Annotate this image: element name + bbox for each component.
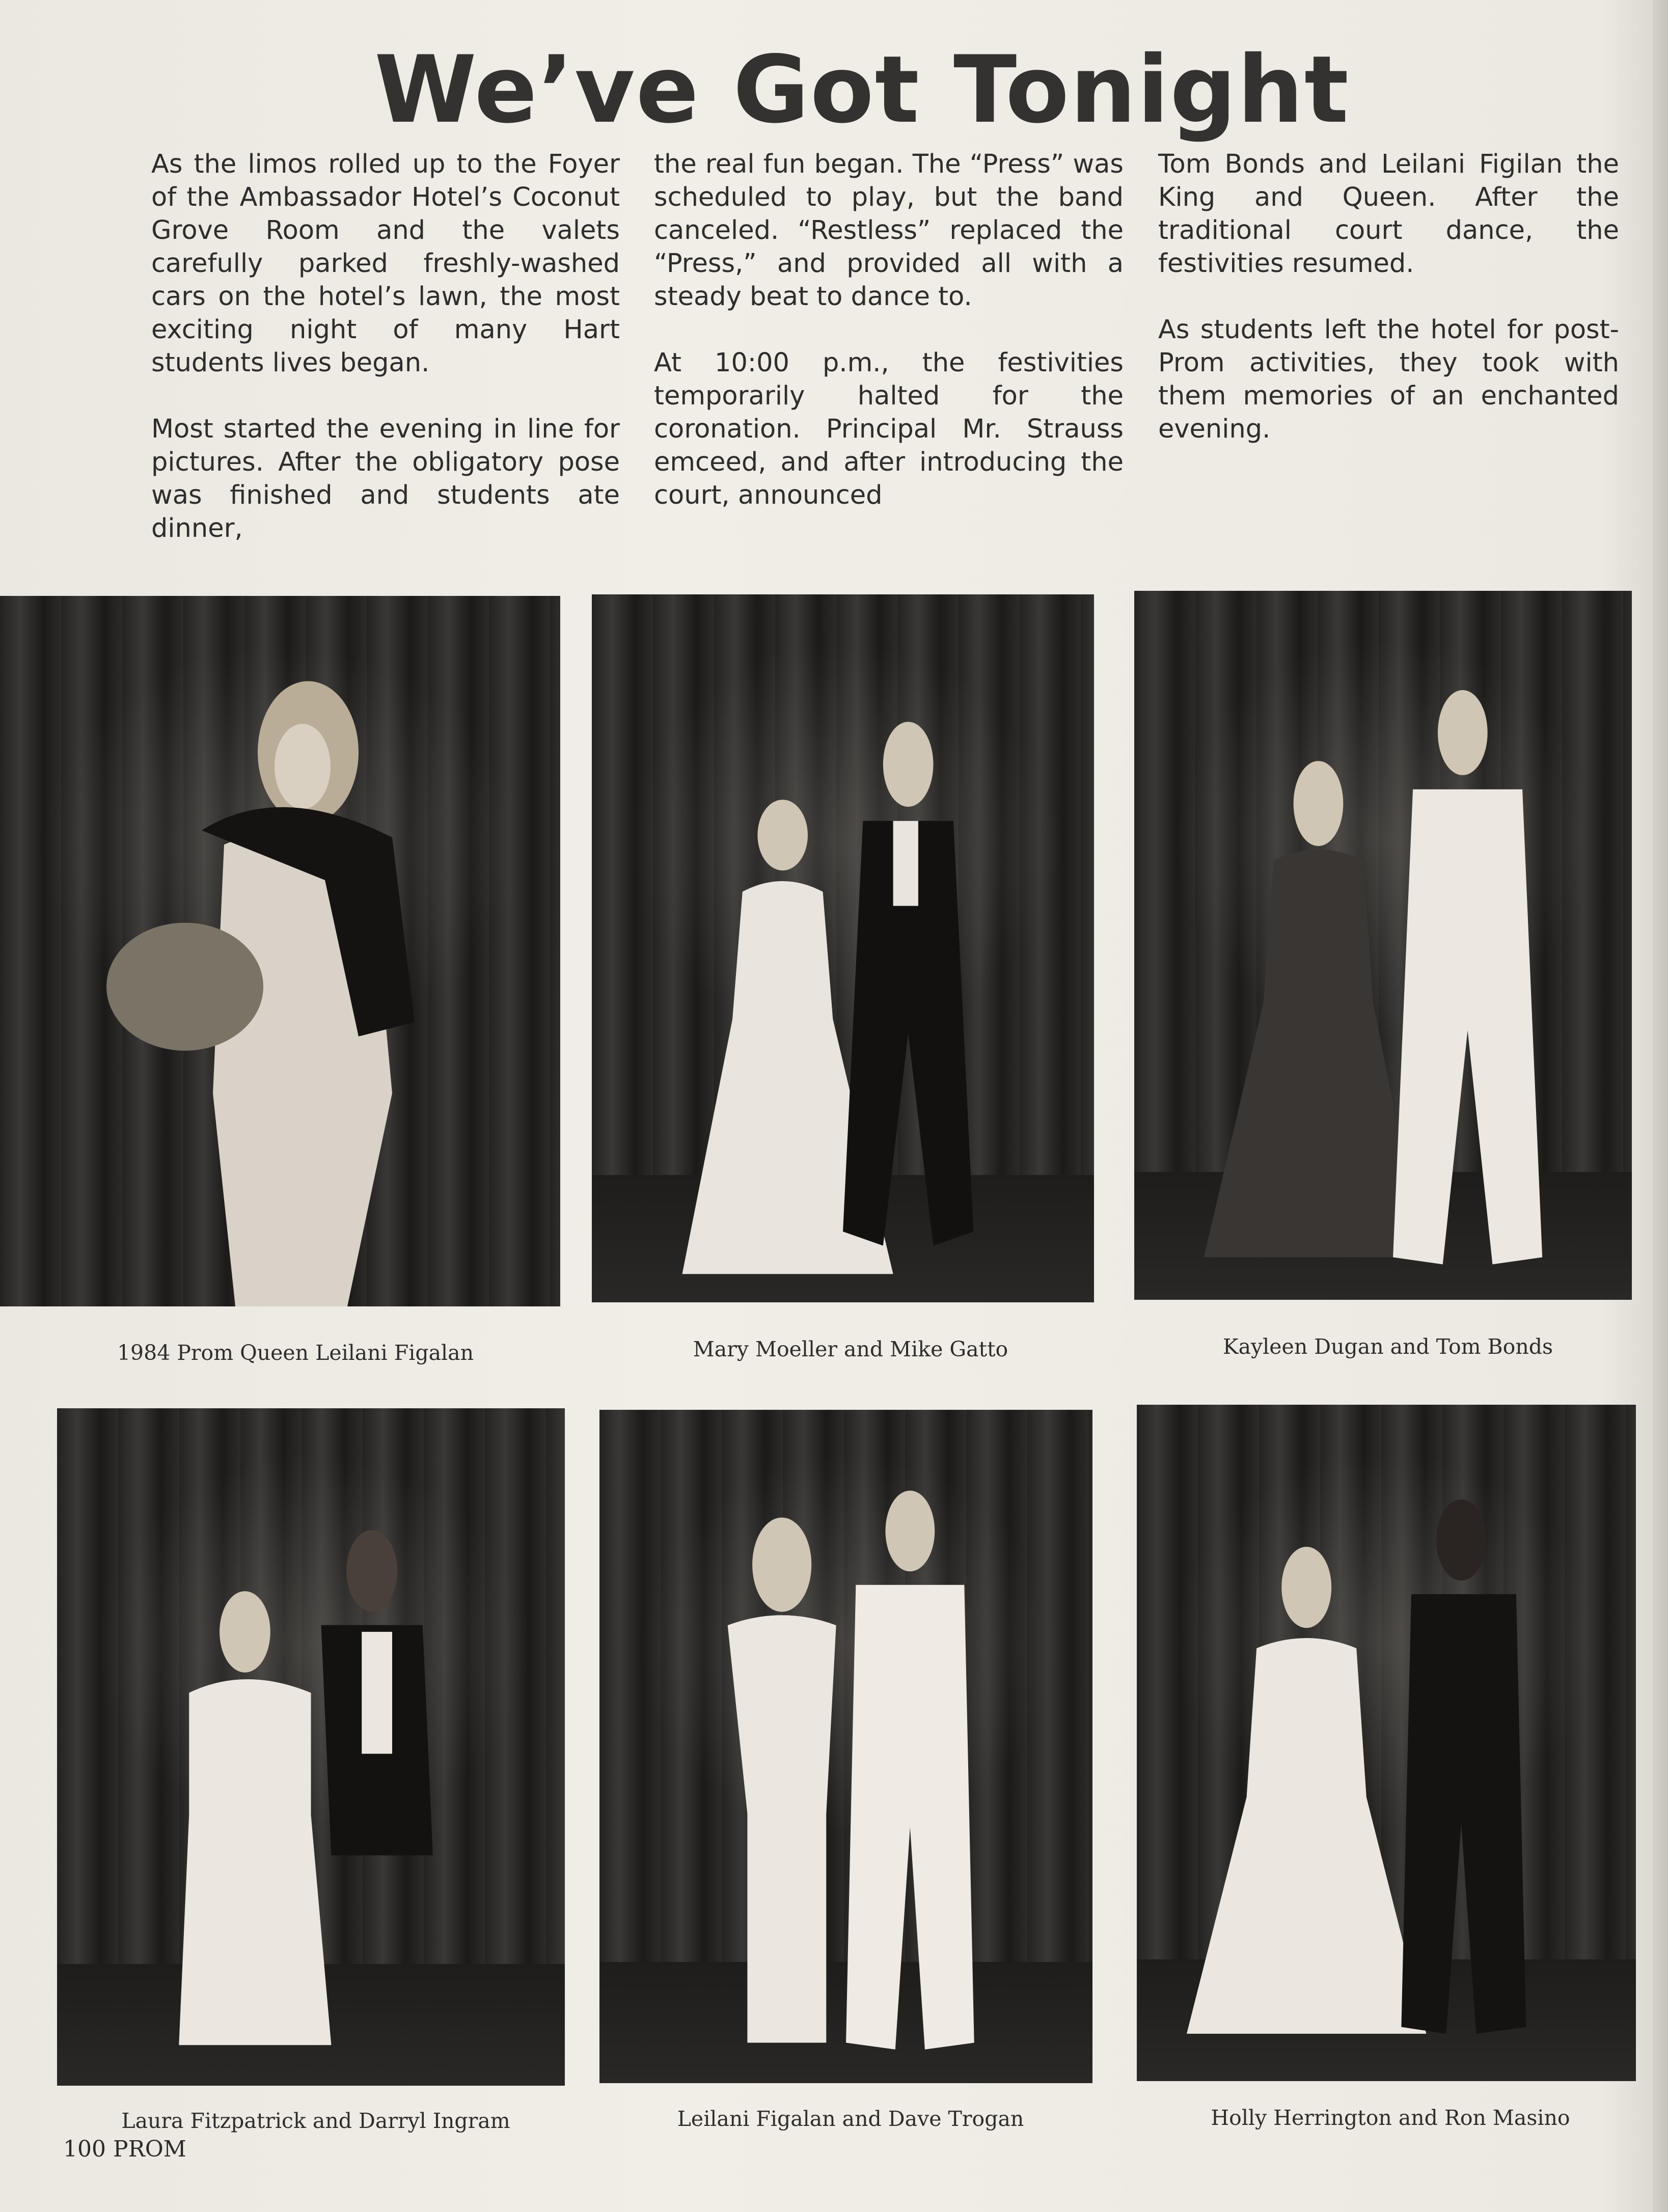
photo-figures [599, 1410, 1092, 2083]
photo-caption: Leilani Figalan and Dave Trogan [677, 2107, 1024, 2131]
photo-figures [592, 594, 1094, 1302]
page-folio: 100 PROM [63, 2136, 186, 2162]
article-column-3 [1158, 148, 1619, 479]
photo-couple-2 [1134, 591, 1632, 1300]
photo-caption: Laura Fitzpatrick and Darryl Ingram [121, 2109, 510, 2133]
photo-figures [1134, 591, 1632, 1300]
page-edge [1653, 0, 1668, 2212]
photo-couple-5 [1137, 1405, 1636, 2081]
photo-caption: Mary Moeller and Mike Gatto [693, 1337, 1008, 1361]
photo-prom-queen [0, 596, 560, 1306]
article-paragraph: As students left the hotel for post-Prom activities, they took with them memories of an enchanted evening. [1158, 315, 1619, 444]
photo-couple-1 [592, 594, 1094, 1302]
photo-figures [0, 596, 560, 1306]
photo-couple-4 [599, 1410, 1092, 2083]
article-column-2 [654, 148, 1124, 545]
photo-figures [1137, 1405, 1636, 2081]
article-paragraph: At 10:00 p.m., the festivities temporarily halted for the coronation. Principal Mr. Strauss emceed, and after introducing the court, announced [654, 348, 1124, 510]
article-paragraph: Most started the evening in line for pictures. After the obligatory pose was finished and students ate dinner, [151, 414, 620, 543]
page-title: We’ve Got Tonight [374, 36, 1350, 144]
article-paragraph: As the limos rolled up to the Foyer of the Ambassador Hotel’s Coconut Grove Room and the valets carefully parked freshly-washed cars on the hotel’s lawn, the most exciting night of many Hart students lives began. [151, 149, 620, 378]
article-paragraph: Tom Bonds and Leilani Figilan the King and Queen. After the traditional court dance, the festivities resumed. [1158, 149, 1619, 279]
photo-caption: 1984 Prom Queen Leilani Figalan [117, 1341, 474, 1365]
photo-figures [57, 1408, 565, 2086]
article-column-1 [151, 148, 620, 578]
photo-couple-3 [57, 1408, 565, 2086]
article-paragraph: the real fun began. The “Press” was scheduled to play, but the band canceled. “Restless” replaced the “Press,” and provided all with a steady beat to dance to. [654, 149, 1124, 312]
photo-caption: Holly Herrington and Ron Masino [1211, 2106, 1570, 2130]
photo-caption: Kayleen Dugan and Tom Bonds [1222, 1334, 1553, 1359]
